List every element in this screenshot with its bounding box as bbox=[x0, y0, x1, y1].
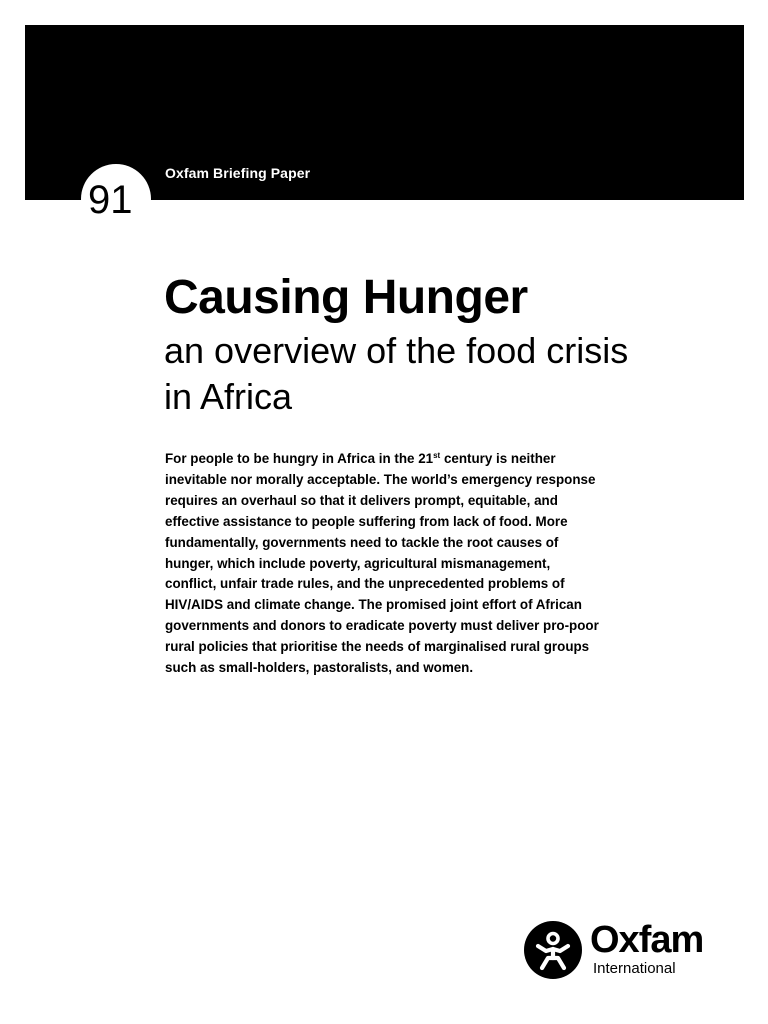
oxfam-figure-icon bbox=[524, 921, 582, 979]
series-label: Oxfam Briefing Paper bbox=[165, 165, 311, 181]
oxfam-wordmark: Oxfam bbox=[590, 919, 704, 961]
paper-number: 91 bbox=[88, 178, 133, 222]
oxfam-subtitle: International bbox=[593, 960, 676, 977]
oxfam-logo bbox=[524, 921, 744, 981]
summary-text-start: For people to be hungry in Africa in the 21 bbox=[165, 451, 434, 466]
page-title: Causing Hunger bbox=[164, 271, 528, 324]
ordinal-superscript: st bbox=[433, 451, 441, 460]
page-subtitle: an overview of the food crisis in Africa bbox=[164, 330, 629, 417]
summary-paragraph bbox=[165, 449, 605, 679]
summary-text-rest: century is neither inevitable nor morally acceptable. The world’s emergency response requires an overhaul so that it delivers prompt, equitable, and effective assistance to people suffering from lack of food. More fundamentally, governments need to tackle the root causes of hunger, which include poverty, agricultural mismanagement, conflict, unfair trade rules, and the unprecedented problems of HIV/AIDS and climate change. The promised joint effort of African governments and donors to eradicate poverty must deliver pro-poor rural policies that prioritise the needs of marginalised rural groups such as small-holders, pastoralists, and women. bbox=[165, 451, 599, 676]
